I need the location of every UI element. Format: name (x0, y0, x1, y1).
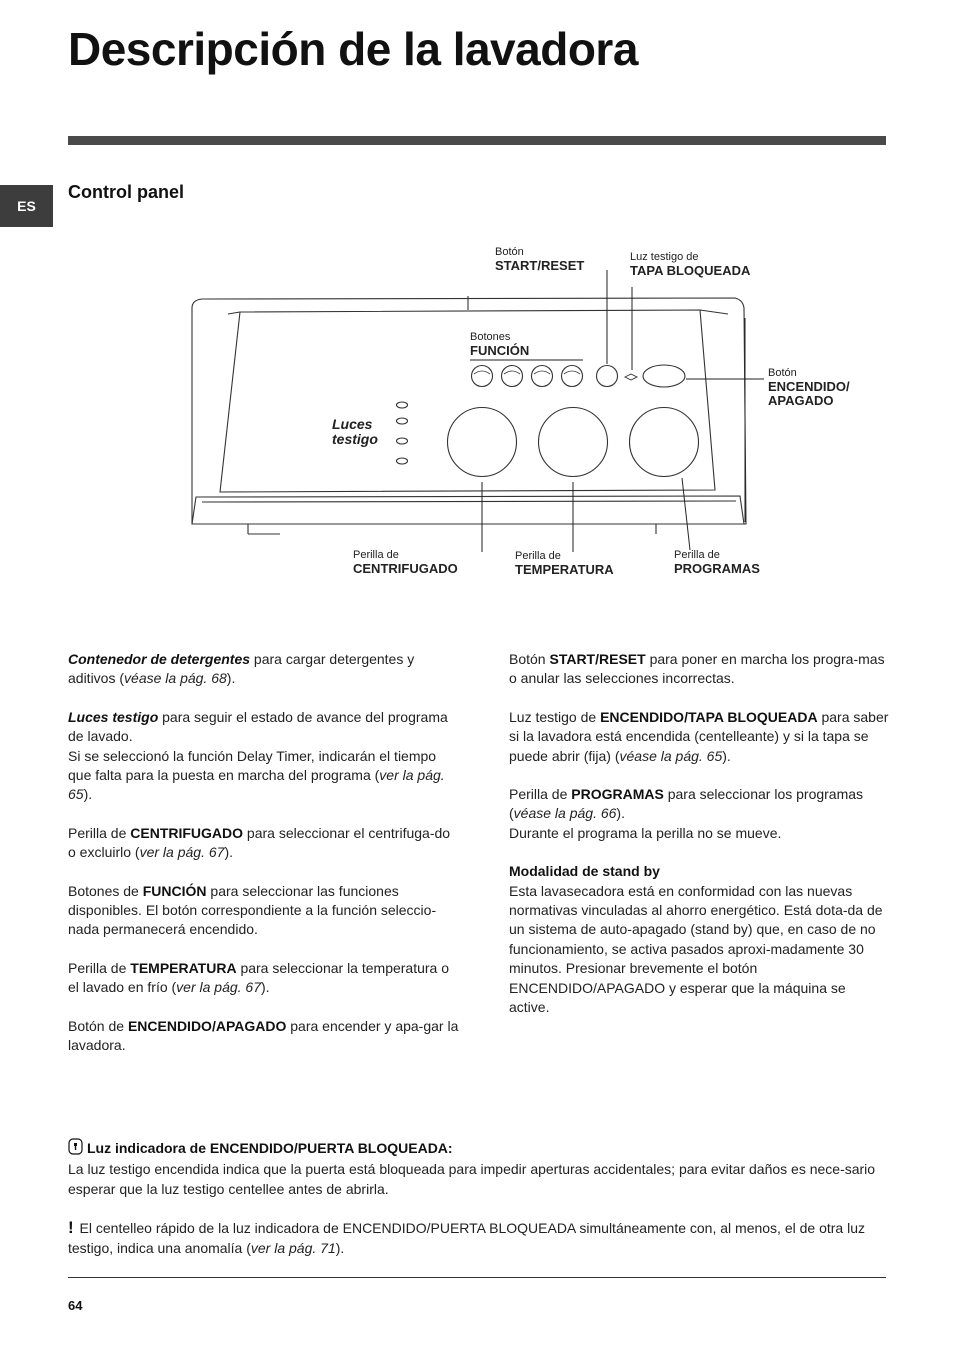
programme-knob (630, 408, 699, 477)
function-buttons-description: Botones de FUNCIÓN para seleccionar las funciones disponibles. El botón correspondiente a la función seleccio-nada permanecerá encendido. (68, 882, 437, 938)
page-title: Descripción de la lavadora (68, 23, 638, 75)
function-button-1 (472, 366, 493, 387)
power-button (643, 365, 685, 387)
footer-rule (68, 1277, 886, 1278)
warning-icon: ! (68, 1218, 74, 1238)
lock-light-label: Luz testigo de TAPA BLOQUEADA (630, 251, 751, 278)
indicator-lights-label: Luces testigo (332, 416, 378, 447)
indicator-light-2 (397, 418, 408, 424)
lock-indicator-note (68, 1138, 888, 1277)
power-button-description: Botón de ENCENDIDO/APAGADO para encender y apa-gar la lavadora. (68, 1017, 459, 1054)
panel-bottom-strip (192, 496, 744, 524)
title-rule (68, 136, 886, 145)
temperature-knob-description: Perilla de TEMPERATURA para seleccionar la temperatura o el lavado en frío (ver la pág. 67). (68, 959, 450, 996)
function-button-4 (562, 366, 583, 387)
programme-knob-label: Perilla de PROGRAMAS (674, 549, 760, 576)
lock-light-description: Luz testigo de ENCENDIDO/TAPA BLOQUEADA para saber si la lavadora está encendida (centelleante) y si la tapa se puede abrir (fija) (véase la pág. 65). (509, 708, 889, 764)
lock-note-heading: Luz indicadora de ENCENDIDO/PUERTA BLOQUEADA: (87, 1140, 453, 1156)
section-title: Control panel (68, 182, 184, 202)
panel-inner-face (220, 310, 715, 492)
temperature-knob (539, 408, 608, 477)
page-number: 64 (68, 1298, 83, 1313)
temperature-knob-label: Perilla de TEMPERATURA (515, 550, 614, 577)
spin-knob-label: Perilla de CENTRIFUGADO (353, 549, 458, 576)
language-tab: ES (0, 185, 53, 227)
lock-note-text: La luz testigo encendida indica que la puerta está bloqueada para impedir aperturas accidentales; para evitar daños es nece-sario esperar que la luz testigo centellee antes de abrirla. (68, 1161, 876, 1197)
start-reset-description: Botón START/RESET para poner en marcha los progra-mas o anular las selecciones incorrectas. (509, 651, 885, 687)
right-description-column (509, 650, 889, 1037)
lock-light (625, 374, 637, 380)
indicator-light-3 (397, 438, 408, 444)
start-reset-button (597, 366, 618, 387)
detergent-description: Contenedor de detergentes para cargar detergentes y aditivos (véase la pág. 68). (68, 651, 415, 687)
power-button-label: Botón ENCENDIDO/ APAGADO (768, 367, 850, 408)
function-button-2 (502, 366, 523, 387)
indicator-light-4 (397, 458, 408, 464)
programme-knob-description: Perilla de PROGRAMAS para seleccionar los programas (véase la pág. 66). Durante el programa la perilla no se mueve. (509, 786, 864, 841)
indicator-lights-description: Luces testigo para seguir el estado de avance del programa de lavado. Si se seleccionó la función Delay Timer, indicarán el tiempo que falta para la puesta en marcha del programa (ver la pág. 65). (68, 708, 448, 803)
start-reset-label: Botón START/RESET (495, 246, 585, 273)
left-description-column (68, 650, 460, 1075)
standby-description: Modalidad de stand by Esta lavasecadora está en conformidad con las nuevas normativas vinculadas al ahorro energético. Está dota-da de un sistema de auto-apagado (stand by) que, en caso de no funcionamiento, se activa pasados aproxi-madamente 30 minutos. Presionar brevemente el botón ENCENDIDO/APAGADO y esperar que la máquina se active. (509, 863, 883, 1016)
spin-knob-description: Perilla de CENTRIFUGADO para seleccionar el centrifuga-do o excluirlo (ver la pág. 67). (68, 824, 451, 861)
function-button-3 (532, 366, 553, 387)
lock-icon (68, 1138, 83, 1160)
indicator-light-1 (397, 402, 408, 408)
spin-knob (448, 408, 517, 477)
anomaly-warning: ! El centelleo rápido de la luz indicadora de ENCENDIDO/PUERTA BLOQUEADA simultáneamente con, al menos, el de otra luz testigo, indica una anomalía (ver la pág. 71). (68, 1218, 865, 1256)
function-buttons-label: Botones FUNCIÓN (470, 331, 530, 358)
control-panel-diagram (180, 240, 900, 590)
control-panel-illustration (180, 240, 900, 590)
lock-note-paragraph (68, 1138, 888, 1199)
